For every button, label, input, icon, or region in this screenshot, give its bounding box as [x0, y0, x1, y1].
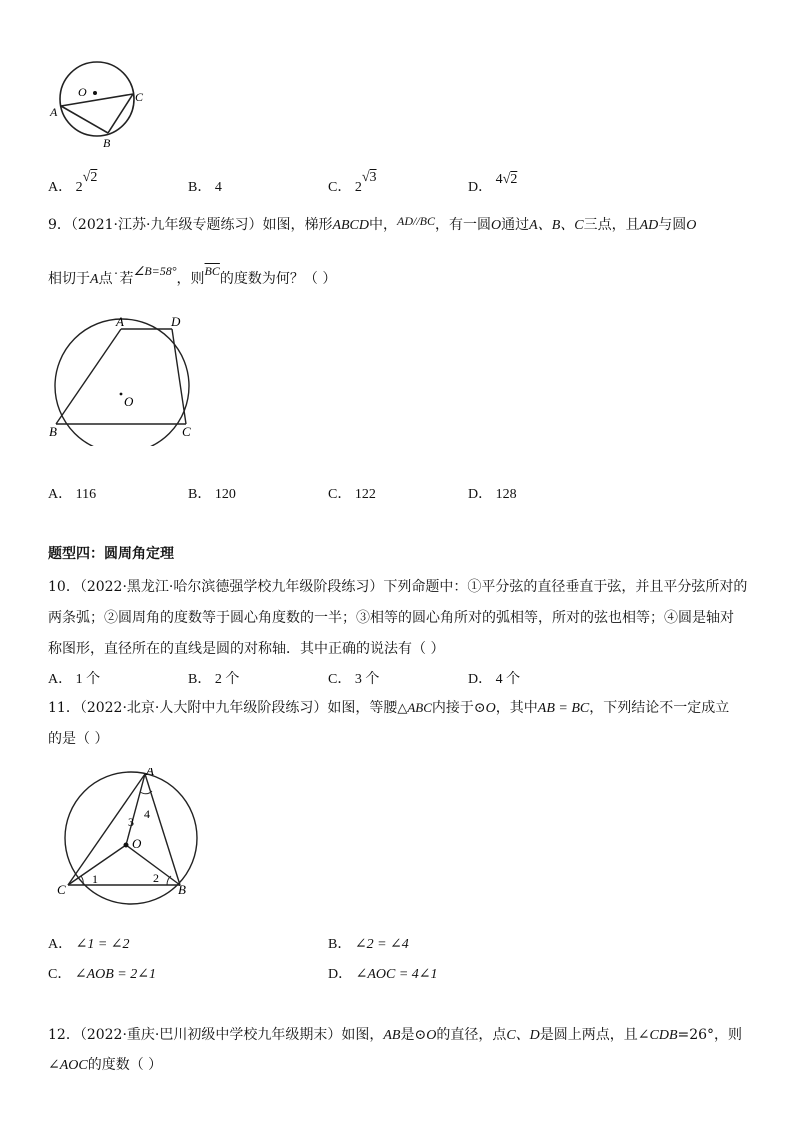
option-letter: A． — [48, 180, 73, 195]
q9-option-a[interactable]: A． 116 — [48, 487, 97, 502]
q8-label-b: B — [103, 136, 111, 150]
option-letter: D． — [468, 180, 493, 195]
q11-label-o: O — [132, 836, 142, 851]
q11-stem-line1: 11．（2022·北京·人大附中九年级阶段练习）如图，等腰△ABC内接于⊙O，其中AB = BC，下列结论不一定成立 — [48, 700, 730, 716]
q8-option-a[interactable]: A． 2√2 — [48, 170, 98, 195]
q9-label-a: A — [116, 314, 124, 329]
q9-label-c: C — [182, 424, 191, 439]
q11-option-a[interactable]: A． ∠1 = ∠2 — [48, 937, 130, 952]
q9-label-b: B — [49, 424, 57, 439]
q9-stem-line2: 相切于A点˙若∠B=58°，则$\overline{BC}$的度数为何？（ ） — [48, 264, 337, 287]
q11-triangle-diagram — [52, 768, 210, 908]
q8-option-c[interactable]: C． 2√3 — [328, 170, 377, 195]
q8-label-c: C — [135, 90, 144, 104]
q11-stem-line2: 的是（ ） — [48, 731, 109, 747]
section-title: 题型四：圆周角定理 — [48, 546, 174, 562]
q11-label-a: A — [146, 768, 154, 778]
q9-stem-line1: 9．（2021·江苏·九年级专题练习）如图，梯形ABCD中，AD//BC，有一圆O通过A、B、C三点，且AD与圆O — [48, 214, 697, 233]
q8-option-d[interactable]: D． 4√2 — [468, 172, 518, 195]
q10-stem-line1: 10．（2022·黑龙江·哈尔滨德强学校九年级阶段练习）下列命题中：①平分弦的直径垂直于弦，并且平分弦所对的 — [48, 579, 748, 595]
q10-stem-line2: 两条弧；②圆周角的度数等于圆心角度数的一半；③相等的圆心角所对的弧相等，所对的弦也相等；④圆是轴对 — [48, 610, 734, 626]
q11-label-b: B — [178, 882, 186, 897]
q11-option-b[interactable]: B． ∠2 = ∠4 — [328, 937, 409, 952]
q11-label-n1: 1 — [92, 872, 98, 886]
q12-stem-line2: ∠AOC的度数（ ） — [48, 1057, 163, 1073]
q11-label-c: C — [57, 882, 66, 897]
q9-label-d: D — [171, 314, 181, 329]
option-letter: B． — [188, 180, 212, 195]
q11-label-n2: 2 — [153, 871, 159, 885]
option-letter: C． — [328, 180, 352, 195]
q10-option-d[interactable]: D． 4 个 — [468, 672, 521, 687]
q9-trapezoid-diagram — [40, 310, 210, 446]
q11-option-c[interactable]: C． ∠AOB = 2∠1 — [48, 967, 156, 982]
q12-stem-line1: 12．（2022·重庆·巴川初级中学校九年级期末）如图，AB是⊙O的直径，点C、D是圆上两点，且∠CDB=26°，则 — [48, 1027, 743, 1043]
q10-option-a[interactable]: A． 1 个 — [48, 672, 101, 687]
q9-option-d[interactable]: D． 128 — [468, 487, 517, 502]
q8-label-a: A — [50, 105, 58, 119]
q9-option-b[interactable]: B． 120 — [188, 487, 236, 502]
q10-option-c[interactable]: C． 3 个 — [328, 672, 380, 687]
q9-option-c[interactable]: C． 122 — [328, 487, 376, 502]
q11-option-d[interactable]: D． ∠AOC = 4∠1 — [328, 967, 438, 982]
q10-stem-line3: 称图形，直径所在的直线是圆的对称轴．其中正确的说法有（ ） — [48, 641, 445, 657]
q11-label-n4: 4 — [144, 807, 150, 821]
q8-circle-diagram — [40, 50, 160, 150]
q11-label-n3: 3 — [128, 815, 134, 829]
q10-option-b[interactable]: B． 2 个 — [188, 672, 240, 687]
q8-option-b[interactable]: B． 4 — [188, 180, 222, 195]
q8-label-o: O — [78, 85, 87, 99]
q9-label-o: O — [124, 394, 134, 409]
